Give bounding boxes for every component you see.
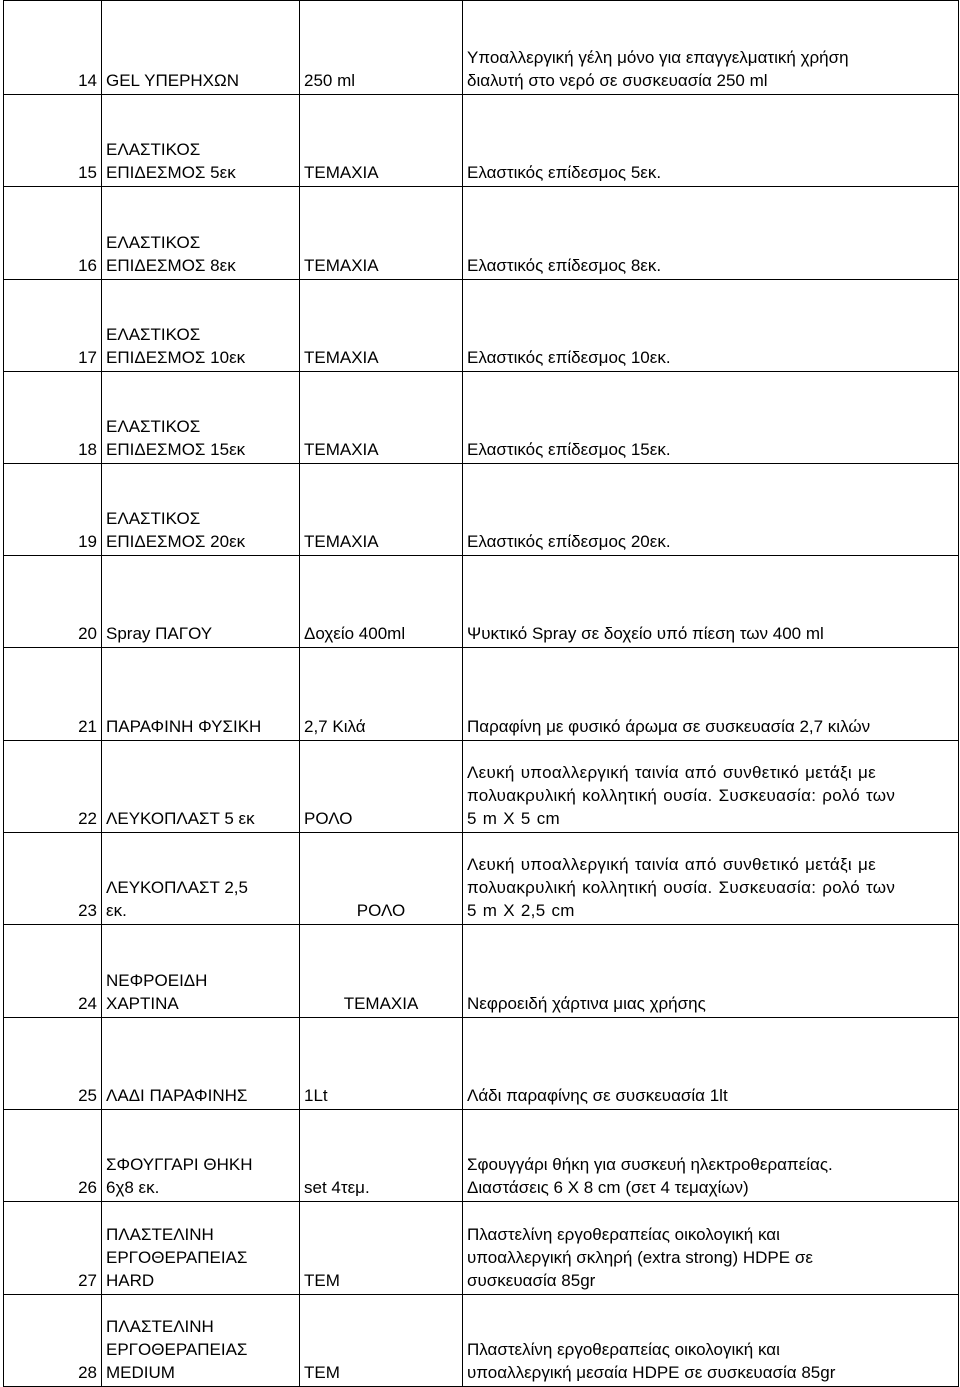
table-row [4,648,959,741]
table-row [4,95,959,187]
item-description: Παραφίνη με φυσικό άρωμα σε συσκευασία 2,7 κιλών [463,648,959,741]
item-number: 17 [4,280,102,372]
item-description: Υποαλλεργική γέλη μόνο για επαγγελματική χρήση διαλυτή στο νερό σε συσκευασία 250 ml [463,1,959,95]
item-name: ΕΛΑΣΤΙΚΟΣ ΕΠΙΔΕΣΜΟΣ 8εκ [102,187,300,280]
item-description: Λευκή υποαλλεργική ταινία από συνθετικό μετάξι με πολυακρυλική κολλητική ουσία. Συσκευασία: ρολό των 5 m X 2,5 cm [463,833,959,925]
item-unit: ΤΕΜΑΧΙΑ [300,464,463,556]
item-unit: set 4τεμ. [300,1110,463,1202]
item-unit: 2,7 Κιλά [300,648,463,741]
item-name: GEL ΥΠΕΡΗΧΩΝ [102,1,300,95]
item-number: 23 [4,833,102,925]
item-unit: ΤΕΜΑΧΙΑ [300,372,463,464]
item-unit: ΤΕΜΑΧΙΑ [300,925,463,1018]
item-description: Ελαστικός επίδεσμος 8εκ. [463,187,959,280]
item-description: Ελαστικός επίδεσμος 15εκ. [463,372,959,464]
item-number: 22 [4,741,102,833]
item-description: Λευκή υποαλλεργική ταινία από συνθετικό μετάξι με πολυακρυλική κολλητική ουσία. Συσκευασία: ρολό των 5 m X 5 cm [463,741,959,833]
items-table [3,0,959,1387]
item-name: ΛΕΥΚΟΠΛΑΣΤ 5 εκ [102,741,300,833]
table-row [4,556,959,648]
item-description: Λάδι παραφίνης σε συσκευασία 1lt [463,1018,959,1110]
table-row [4,1202,959,1295]
item-description: Ψυκτικό Spray σε δοχείο υπό πίεση των 400 ml [463,556,959,648]
item-name: ΠΛΑΣΤΕΛΙΝΗ ΕΡΓΟΘΕΡΑΠΕΙΑΣ MEDIUM [102,1295,300,1387]
item-description: Πλαστελίνη εργοθεραπείας οικολογική και υποαλλεργική σκληρή (extra strong) HDPE σε συσκευασία 85gr [463,1202,959,1295]
item-unit: Δοχείο 400ml [300,556,463,648]
item-name: ΝΕΦΡΟΕΙΔΗ ΧΑΡΤΙΝΑ [102,925,300,1018]
item-unit: ΡΟΛΟ [300,833,463,925]
item-number: 14 [4,1,102,95]
item-number: 24 [4,925,102,1018]
item-unit: ΤΕΜΑΧΙΑ [300,95,463,187]
item-unit: ΤΕΜΑΧΙΑ [300,280,463,372]
item-unit: 1Lt [300,1018,463,1110]
item-unit: ΤΕΜ [300,1295,463,1387]
item-description: Πλαστελίνη εργοθεραπείας οικολογική και υποαλλεργική μεσαία HDPE σε συσκευασία 85gr [463,1295,959,1387]
table-row [4,833,959,925]
item-number: 27 [4,1202,102,1295]
table-row [4,464,959,556]
table-row [4,372,959,464]
item-name: ΠΑΡΑΦΙΝΗ ΦΥΣΙΚΗ [102,648,300,741]
item-description: Ελαστικός επίδεσμος 10εκ. [463,280,959,372]
item-name: ΕΛΑΣΤΙΚΟΣ ΕΠΙΔΕΣΜΟΣ 20εκ [102,464,300,556]
item-number: 26 [4,1110,102,1202]
item-number: 28 [4,1295,102,1387]
item-number: 15 [4,95,102,187]
item-name: Spray ΠΑΓΟΥ [102,556,300,648]
table-row [4,280,959,372]
table-row [4,741,959,833]
item-name: ΠΛΑΣΤΕΛΙΝΗ ΕΡΓΟΘΕΡΑΠΕΙΑΣ HARD [102,1202,300,1295]
item-name: ΕΛΑΣΤΙΚΟΣ ΕΠΙΔΕΣΜΟΣ 15εκ [102,372,300,464]
item-description: Ελαστικός επίδεσμος 5εκ. [463,95,959,187]
item-description: Νεφροειδή χάρτινα μιας χρήσης [463,925,959,1018]
item-unit: ΡΟΛΟ [300,741,463,833]
item-number: 16 [4,187,102,280]
table-row [4,1,959,95]
table-row [4,1295,959,1387]
item-name: ΛΕΥΚΟΠΛΑΣΤ 2,5 εκ. [102,833,300,925]
item-unit: ΤΕΜ [300,1202,463,1295]
item-number: 20 [4,556,102,648]
item-name: ΕΛΑΣΤΙΚΟΣ ΕΠΙΔΕΣΜΟΣ 5εκ [102,95,300,187]
item-name: ΛΑΔΙ ΠΑΡΑΦΙΝΗΣ [102,1018,300,1110]
table-row [4,187,959,280]
item-number: 18 [4,372,102,464]
item-number: 19 [4,464,102,556]
item-unit: 250 ml [300,1,463,95]
item-description: Ελαστικός επίδεσμος 20εκ. [463,464,959,556]
item-name: ΕΛΑΣΤΙΚΟΣ ΕΠΙΔΕΣΜΟΣ 10εκ [102,280,300,372]
item-name: ΣΦΟΥΓΓΑΡΙ ΘΗΚΗ 6χ8 εκ. [102,1110,300,1202]
table-row [4,1110,959,1202]
table-row [4,925,959,1018]
item-description: Σφουγγάρι θήκη για συσκευή ηλεκτροθεραπείας. Διαστάσεις 6 Χ 8 cm (σετ 4 τεμαχίων) [463,1110,959,1202]
item-unit: ΤΕΜΑΧΙΑ [300,187,463,280]
table-row [4,1018,959,1110]
item-number: 21 [4,648,102,741]
item-number: 25 [4,1018,102,1110]
